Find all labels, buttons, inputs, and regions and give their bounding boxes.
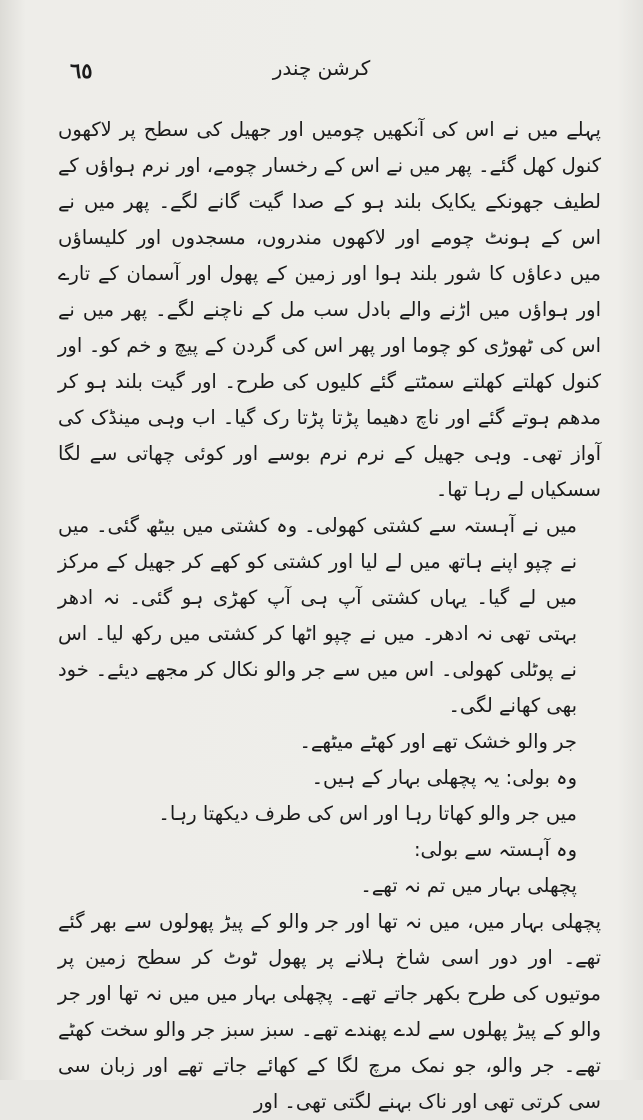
paragraph: جر والو خشک تھے اور کھٹے میٹھے۔	[299, 730, 577, 753]
page-header	[62, 54, 581, 88]
paragraph: پچھلی بہار میں، میں نہ تھا اور جر والو کے پیڑ پھولوں سے بھر گئے تھے۔ اور دور اسی شاخ ہلانے پر پھول ٹوٹ کر سطح زمین پر موتیوں کی طرح بکھر جاتے تھے۔ پچھلی بہار میں میں نہ تھا اور جر والو کے پیڑ پھلوں سے لدے پھندے تھے۔ سبز سبز جر والو سخت کھٹے تھے۔ جر والو، جو نمک مرچ لگا کے کھائے جاتے تھے اور زبان سی سی کرتی تھی اور ناک بہنے لگتی تھی۔ اور	[58, 910, 601, 1113]
paragraph: میں نے آہستہ سے کشتی کھولی۔ وہ کشتی میں بیٹھ گئی۔ میں نے چپو اپنے ہاتھ میں لے لیا اور کشتی کو کھے کر جھیل کے مرکز میں لے گیا۔ یہاں کشتی آپ ہی آپ کھڑی ہو گئی۔ نہ ادھر بہتی تھی نہ ادھر۔ میں نے چپو اٹھا کر کشتی میں رکھ لیا۔ اس نے پوٹلی کھولی۔ اس میں سے جر والو نکال کر مجھے دیئے۔ خود بھی کھانے لگی۔	[58, 514, 577, 717]
body-text	[58, 112, 601, 1120]
paragraph: میں جر والو کھاتا رہا اور اس کی طرف دیکھتا رہا۔	[158, 802, 577, 825]
paragraph: پچھلی بہار میں تم نہ تھے۔	[360, 874, 577, 897]
running-title: کرشن چندر	[272, 56, 371, 80]
paragraph: پہلے میں نے اس کی آنکھیں چومیں اور جھیل کی سطح پر لاکھوں کنول کھل گئے۔ پھر میں نے اس کے رخسار چومے، اور نرم ہواؤں کے لطیف جھونکے یکایک بلند ہو کے صدا گیت گانے لگے۔ پھر میں نے اس کے ہونٹ چومے اور لاکھوں مندروں، مسجدوں اور کلیساؤں میں دعاؤں کا شور بلند ہوا اور زمین کے پھول اور آسمان کے تارے اور ہواؤں میں اڑنے والے بادل سب مل کے ناچنے لگے۔ پھر میں نے اس کی ٹھوڑی کو چوما اور پھر اس کی گردن کے پیچ و خم کو۔ اور کنول کھلتے کھلتے سمٹتے گئے کلیوں کی طرح۔ اور گیت بلند ہو کر مدھم ہوتے گئے اور ناچ دھیما پڑتا پڑتا رک گیا۔ اب وہی مینڈک کی آواز تھی۔ وہی جھیل کے نرم نرم بوسے اور کوئی چھاتی سے لگا سسکیاں لے رہا تھا۔	[58, 118, 601, 501]
paragraph: وہ آہستہ سے بولی:	[413, 838, 577, 861]
page-number: ٦٥	[70, 58, 93, 83]
paragraph: وہ بولی: یہ پچھلی بہار کے ہیں۔	[311, 766, 577, 789]
